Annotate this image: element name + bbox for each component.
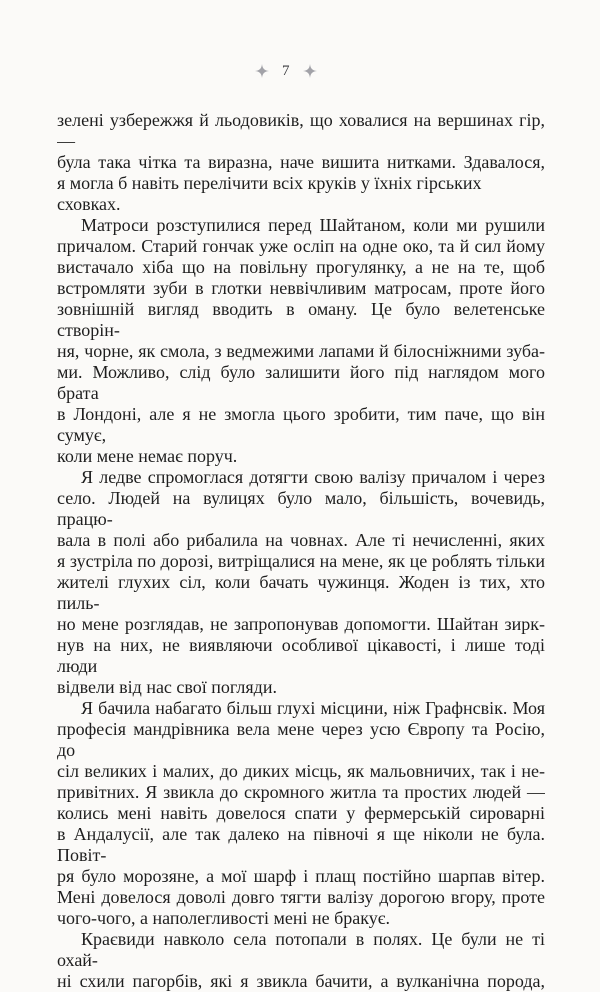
text-line: Я ледве спромоглася дотягти свою валізу причалом і через — [81, 467, 545, 487]
text-line: ми. Можливо, слід було залишити його під наглядом мого брата — [57, 362, 545, 403]
text-line: вистачало хіба що на повільну прогулянку, а не на те, щоб — [57, 257, 545, 277]
text-line: чого-чого, а наполегливості мені не бракує. — [57, 908, 390, 928]
text-line: Краєвиди навколо села потопали в полях. Це були не ті охай- — [57, 929, 545, 970]
sparkle-ornament-icon — [255, 64, 269, 78]
text-line: Матроси розступилися перед Шайтаном, коли ми рушили — [81, 215, 545, 235]
page-header — [0, 62, 586, 80]
text-line: жителі глухих сіл, коли бачать чужинця. Жоден із тих, хто пиль- — [57, 572, 545, 613]
text-line: колись мені навіть довелося спати у фермерській сироварні — [57, 803, 545, 823]
text-line: Мені довелося доволі довго тягти валізу дорогою вгору, проте — [57, 887, 545, 907]
text-line: була така чітка та виразна, наче вишита нитками. Здавалося, — [57, 152, 545, 172]
text-line: но мене розглядав, не запропонував допомогти. Шайтан зирк- — [57, 614, 545, 634]
text-block — [57, 110, 545, 992]
text-line: Я бачила набагато більш глухі місцини, ніж Графнсвік. Моя — [81, 698, 545, 718]
text-line: в Андалусії, але так далеко на півночі я ще ніколи не була. Повіт- — [57, 824, 545, 865]
text-line: село. Людей на вулицях було мало, більшість, вочевидь, працю- — [57, 488, 545, 529]
text-line: я зустріла по дорозі, витріщалися на мене, як це роблять тільки — [57, 551, 545, 571]
text-line: привітних. Я звикла до скромного житла та простих людей — — [57, 782, 545, 802]
text-line: в Лондоні, але я не змогла цього зробити, тим паче, що він сумує, — [57, 404, 545, 445]
text-line: вала в полі або рибалила на човнах. Але ті нечисленні, яких — [57, 530, 545, 550]
text-line: нув на них, не виявляючи особливої цікавості, і лише тоді люди — [57, 635, 545, 676]
text-line: ня, чорне, як смола, з ведмежими лапами й білосніжними зуба- — [57, 341, 545, 361]
text-line: встромляти зуби в глотки неввічливим матросам, проте його — [57, 278, 545, 298]
text-line: я могла б навіть перелічити всіх круків у їхніх гірських сховках. — [57, 173, 482, 214]
text-line: сіл великих і малих, до диких місць, як мальовничих, так і не- — [57, 761, 545, 781]
text-line: зелені узбережжя й льодовиків, що ховалися на вершинах гір, — — [57, 110, 545, 151]
text-line: ні схили пагорбів, які я звикла бачити, а вулканічна порода, — [57, 971, 545, 991]
sparkle-ornament-icon — [303, 64, 317, 78]
page-number: 7 — [282, 63, 290, 79]
text-line: професія мандрівника вела мене через усю Європу та Росію, до — [57, 719, 545, 760]
text-line: причалом. Старий гончак уже осліп на одне око, та й сил йому — [57, 236, 545, 256]
text-line: ря було морозяне, а мої шарф і плащ постійно шарпав вітер. — [57, 866, 545, 886]
text-line: відвели від нас свої погляди. — [57, 677, 277, 697]
text-line: коли мене немає поруч. — [57, 446, 238, 466]
text-line: зовнішній вигляд вводить в оману. Це було велетенське створін- — [57, 299, 545, 340]
